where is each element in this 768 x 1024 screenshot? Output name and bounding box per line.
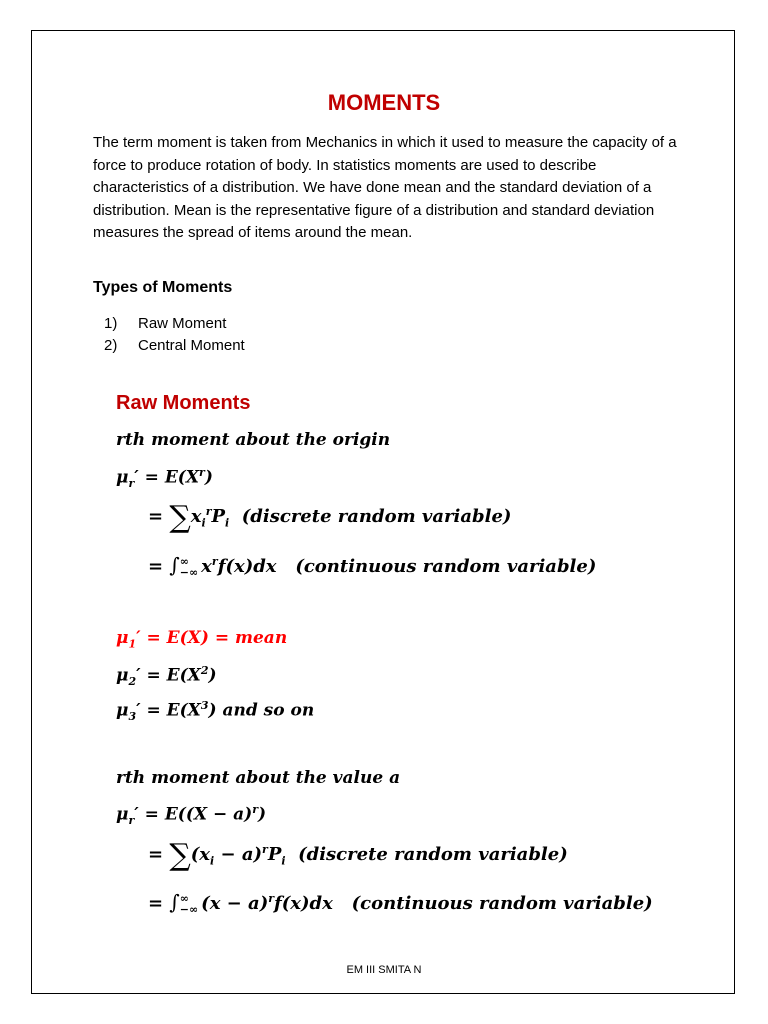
formula-value-definition: $\mu_r' = E((X - a)^r)$	[116, 803, 267, 828]
integral-symbol: ∫	[169, 553, 180, 577]
value-subheading: rth moment about the value a	[116, 768, 401, 788]
integral-symbol: ∫	[169, 890, 180, 914]
list-item	[104, 313, 245, 335]
origin-subheading: rth moment about the origin	[116, 430, 391, 450]
intro-paragraph: The term moment is taken from Mechanics in which it used to measure the capacity of a force to produce rotation of body. In statistics moments are used to describe characteristics of a distribution. We have done mean and the standard deviation of a distribution. Mean is the representative figure of a distribution and standard deviation measures the spread of items around the mean.	[93, 134, 677, 241]
page-footer: EM III SMITA N	[346, 964, 422, 976]
formula-value-discrete: = $\sum(x_i - a)^rP_i$ (discrete random variable)	[148, 838, 568, 873]
formula-third-moment: $\mu_3' = E(X^3)$ and so on	[116, 699, 315, 724]
page-title: MOMENTS	[327, 90, 441, 115]
formula-first-moment-mean: $\mu_1' = E(X)$ = mean	[116, 628, 288, 651]
list-item-label: Central Moment	[138, 337, 245, 354]
formula-origin-continuous: = ∫ ∞ −∞ $x^rf(x)dx$ (continuous random variable)	[148, 553, 597, 579]
continuous-note: (continuous random variable)	[295, 556, 597, 577]
discrete-note: (discrete random variable)	[298, 844, 568, 865]
list-item-number: 2)	[104, 337, 118, 354]
types-heading: Types of Moments	[93, 279, 233, 296]
types-list	[104, 313, 245, 357]
formula-value-continuous: = ∫ ∞ −∞ $(x - a)^rf(x)dx$ (continuous random variable)	[148, 890, 653, 916]
list-item-label: Raw Moment	[138, 315, 227, 332]
formula-origin-discrete: = $\sum x_i^rP_i$ (discrete random variable)	[148, 500, 512, 535]
sigma-symbol: ∑	[169, 500, 191, 535]
sigma-symbol: ∑	[169, 838, 191, 873]
list-item-number: 1)	[104, 315, 118, 332]
mean-label: mean	[235, 628, 288, 648]
raw-moments-heading: Raw Moments	[116, 392, 251, 414]
formula-second-moment: $\mu_2' = E(X^2)$	[116, 664, 217, 689]
continuous-note: (continuous random variable)	[351, 893, 653, 914]
discrete-note: (discrete random variable)	[241, 506, 512, 527]
and-so-on-text: and so on	[222, 700, 315, 721]
list-item	[104, 335, 245, 357]
formula-origin-definition: $\mu_r' = E(X^r)$	[116, 466, 213, 491]
